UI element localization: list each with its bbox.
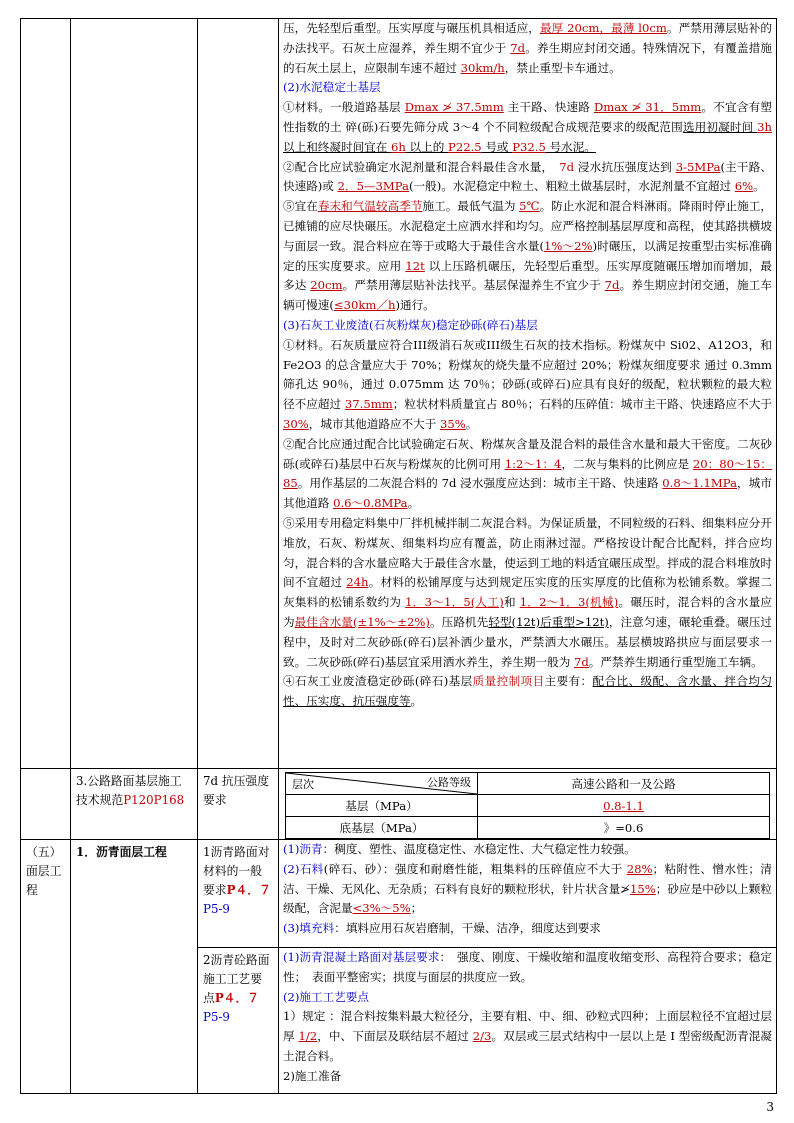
text-run: 质量控制项目	[472, 674, 545, 689]
text-run: 0.6～0.8MPa	[333, 496, 408, 511]
strength-row-base	[286, 795, 770, 817]
text-run: 20cm	[310, 278, 343, 293]
text-run: ①材料。石灰质量应符合III级消石灰或III级生石灰的技术指标。粉煤灰中 Si02、A12O3，和 Fe2O3 的总含量应大于 70%；粉煤灰的烧失量不应超过 20%；粉煤灰细度要求 通过 0.3mm 筛孔达 90％，通过 0.075mm 达 70％；砂砾(或碎石)应具有良好的级配，粒状颗粒的最大粒径不应超过	[283, 337, 772, 412]
text-run: 0.8～1.1MPa	[662, 476, 737, 491]
text-run: Dmax ≯ 37.5mm	[404, 100, 504, 115]
text-run: (2)石料	[283, 861, 324, 876]
text-run: 1/2	[298, 1029, 318, 1044]
text-run: 。	[410, 694, 423, 709]
row1-col3	[198, 19, 279, 769]
paragraph	[283, 336, 772, 435]
text-run: P22.5	[448, 139, 482, 154]
paragraph	[283, 19, 772, 78]
text-run: P32.5	[512, 139, 546, 154]
text-run: ，城市其他道路应不大于	[308, 416, 440, 431]
text-run: 。碾压时，混合料的含水量应为	[283, 595, 772, 629]
materials-page-ref: P４．７	[226, 883, 271, 897]
text-run: 。养生期应封闭交通。特殊情况下，有覆盖措施的石灰土层上，应限制车速不超过	[283, 40, 772, 75]
paragraph	[283, 316, 772, 336]
text-run: 7d	[573, 654, 589, 669]
text-run: ①材料。一般道路基层	[283, 100, 405, 115]
text-run: ；砂应是中砂以上颗粒级配，含泥量	[283, 881, 772, 916]
paragraph	[283, 1007, 772, 1066]
text-run: 12t	[405, 258, 425, 273]
text-run: 施工。最低气温为	[422, 199, 520, 214]
base-value: 0.8-1.1	[478, 795, 770, 817]
construction-label: 2沥青砼路面施工工艺要点P４．７ P5-9	[203, 953, 270, 1024]
text-run: 主干路、快速路	[503, 100, 594, 115]
paragraph	[283, 988, 772, 1008]
page-number: 3	[766, 1100, 774, 1114]
text-run: 1:2～1：4	[504, 456, 562, 471]
materials-content-text	[279, 840, 776, 939]
text-run: ： 强度、刚度、干燥收缩和温度收缩变形、高程符合要求；稳定性； 表面平整密实；拱度与面层的拱度应一致。	[283, 950, 772, 984]
spec-title: 3.公路路面基层施工技术规范P120P168	[76, 774, 185, 807]
text-run: ②配合比应通过配合比试验确定石灰、粉煤灰含量及混合料的最佳含水量和最大干密度。二灰砂砾(或碎石)基层中石灰与粉煤灰的比例可用	[283, 436, 772, 471]
paragraph	[283, 435, 772, 514]
text-run: 1）规定 ：混合料按集料最大粒径分，主要有粗、中、细、砂粒式四种；上面层粒径不宜超过层厚	[283, 1009, 772, 1044]
text-run: (1)沥青混凝土路面对基层要求	[283, 950, 440, 964]
header-grade: 公路等级	[427, 776, 471, 789]
text-run: 3h	[757, 119, 773, 134]
text-run: 2)施工准备	[283, 1068, 342, 1083]
row1-col2	[71, 19, 198, 769]
section-five-label: （五）面层工程	[26, 845, 62, 897]
text-run: 2．5—3MPa	[337, 179, 409, 194]
paragraph	[283, 78, 772, 98]
paragraph	[283, 1067, 772, 1087]
text-run: 7d	[604, 278, 620, 293]
text-run: (2)施工工艺要点	[283, 989, 369, 1004]
text-run: 。防止水泥和混合料淋雨。降雨时停止施工，已摊铺的应尽快碾压。水泥稳定土应洒水拌和均匀。应严格控制基层厚度和高程，使其路拱横坡与面层一致。混合料应在等于或略大于最佳含水量(	[283, 199, 772, 253]
main-table	[20, 18, 777, 1094]
text-run: 最厚 20cm，最薄 l0cm	[540, 21, 667, 35]
row1-col1	[21, 19, 71, 769]
row3-col2	[71, 840, 198, 1094]
strength-label: 7d 抗压强度要求	[203, 774, 269, 807]
text-run: 主要有：	[544, 674, 593, 689]
strength-row-subbase	[286, 817, 770, 839]
text-run: 最佳含水量(±1%～±2%)	[294, 614, 430, 629]
text-run: ：填料应用石灰岩磨制，干燥、洁净，细度达到要求	[334, 921, 601, 936]
materials-label: 1沥青路面对材料的一般要求P４．７ P5-9	[203, 845, 271, 916]
text-run: ④石灰工业废渣稳定砂砾(碎石)基层	[283, 674, 473, 689]
paragraph	[283, 158, 772, 198]
text-run: (一般)。水泥稳定中粒土、粗粒土做基层时，水泥剂量不宜超过	[408, 179, 735, 194]
strength-table	[285, 772, 770, 839]
subbase-value: 》=0.6	[478, 817, 770, 839]
text-run: 。双层或三层式结构中一层以上是 I 型密级配沥青混凝土混合料。	[283, 1029, 773, 1063]
text-run: <3%～5%	[352, 901, 411, 916]
text-run: ：稠度、塑性、温度稳定性、水稳定性、大气稳定性力较强。	[322, 842, 636, 856]
text-run: (2)水泥稳定土基层	[283, 80, 381, 95]
text-run: 。	[465, 416, 478, 431]
text-run: 5℃	[519, 199, 540, 214]
text-run: 。严禁用薄层贴补的办法找平。石灰土应湿养，养生期不宜少于	[283, 21, 772, 55]
row2-col1	[21, 769, 71, 840]
materials-page-ref2: P5-9	[203, 902, 230, 916]
row2-col3	[198, 769, 279, 840]
paragraph	[283, 197, 772, 316]
base-label: 基层（MPa）	[286, 795, 478, 817]
header-layer: 层次	[292, 778, 314, 791]
text-run: 6h	[391, 139, 406, 154]
row-strength-requirement	[21, 769, 777, 840]
text-run: 3-5MPa	[675, 159, 721, 174]
text-run: 37.5mm	[344, 397, 393, 412]
text-run: 15%	[629, 881, 656, 896]
header-highway: 高速公路和一及公路	[478, 773, 770, 795]
subbase-label: 底基层（MPa）	[286, 817, 478, 839]
text-run: 1．3～1．5(人工)	[405, 595, 504, 610]
paragraph	[283, 514, 772, 672]
base-content-text	[279, 19, 776, 712]
row3-col3	[198, 840, 279, 948]
row4-content-cell	[279, 948, 777, 1094]
text-run: 压，先轻型后重型。压实厚度与碾压机具相适应，	[283, 21, 540, 35]
text-run: 30%	[283, 416, 309, 431]
text-run: 。严禁用薄层贴补法找平。基层保湿养生不宜少于	[342, 278, 605, 293]
text-run: 。	[753, 179, 765, 194]
construction-page-ref: P４．７	[214, 991, 260, 1005]
row3-content-cell	[279, 840, 777, 948]
row4-col3	[198, 948, 279, 1094]
row2-table-cell	[279, 769, 777, 840]
text-run: ，二灰与集料的比例应是	[561, 456, 693, 471]
diagonal-header-cell	[286, 773, 478, 795]
text-run: 以上的	[405, 139, 449, 154]
construction-content-text	[279, 948, 776, 1087]
text-run: 浸水抗压强度达到	[574, 159, 676, 174]
text-run: ②配合比应试验确定水泥剂量和混合料最佳含水量，	[283, 159, 560, 174]
text-run: ；	[410, 901, 423, 916]
text-run: ；粒状材料质量宜占 80％；石料的压碎值：城市主干路、快速路应不大于	[392, 397, 772, 412]
paragraph	[283, 840, 772, 860]
text-run: 号或	[481, 139, 513, 154]
text-run: 以上压路机碾压，先轻型后重型。压实厚度随碾压增加而增加，最多达	[283, 258, 773, 293]
paragraph	[283, 948, 772, 988]
text-run: 35%	[440, 416, 466, 431]
text-run: Dmax ≯ 31．5mm	[593, 100, 702, 115]
text-run: 。	[407, 496, 420, 511]
text-run: 1%～2%	[544, 238, 593, 253]
paragraph	[283, 672, 772, 712]
spec-page-ref: P120P168	[123, 793, 185, 807]
text-run: 。养生期应封闭交通，施工车辆可慢速(	[283, 278, 773, 313]
text-run: )通行。	[395, 298, 435, 313]
row-base-content	[21, 19, 777, 769]
text-run: 28%	[626, 861, 653, 876]
text-run: 选用初凝时间	[682, 119, 758, 134]
text-run: 6%	[734, 179, 754, 194]
text-run: 24h	[346, 575, 369, 590]
text-run: (3)石灰工业废渣(石灰粉煤灰)稳定砂砾(碎石)基层	[283, 317, 538, 332]
text-run: ，禁止重型卡车通过。	[504, 60, 621, 75]
text-run: (1)沥青	[283, 842, 323, 856]
text-run: ；粘附性、憎水性；清洁、干燥、无风化、无杂质；石料有良好的颗粒形状，针片状含量≯	[283, 861, 772, 896]
text-run: ⑤宜在	[283, 199, 318, 214]
text-run: 2/3	[472, 1029, 492, 1044]
asphalt-surface-title: 1．沥青面层工程	[76, 845, 167, 859]
construction-page-ref2: P5-9	[203, 1010, 230, 1024]
text-run: ⑤采用专用稳定料集中厂拌机械拌制二灰混合料。为保证质量，不同粒级的石料、细集料应分开堆放，石灰、粉煤灰、细集料均应有覆盖，防止雨淋过湿。严格按设计配合比配料，拌合应均匀，混合料的含水量应略大于最佳含水量，使运到工地的料适宜碾压成型。拌成的混合料堆放时间不宜超过	[283, 515, 772, 590]
text-run: 。压路机先	[429, 614, 489, 629]
row2-col2	[71, 769, 198, 840]
text-run: 。不宜含有塑性指数的土 碎(砾)石要先筛分成 3～4 个不同粒级配合成规范要求的级配范围	[283, 100, 772, 134]
paragraph	[283, 919, 772, 939]
text-run: 春末和气温较高季节	[317, 199, 423, 214]
text-run: (主干路、快速路)或	[283, 159, 773, 194]
text-run: ，城市其他道路	[283, 476, 772, 511]
text-run: 号水泥。	[545, 139, 596, 154]
row1-content-cell	[279, 19, 777, 769]
text-run: 20：80～15：85	[283, 456, 772, 491]
text-run: 。用作基层的二灰混合料的 7d 浸水强度应达到：城市主干路、快速路	[297, 476, 663, 491]
text-run: )时碾压，以满足按重型击实标准确定的压实度要求。应用	[283, 238, 772, 273]
text-run: 。材料的松铺厚度与达到规定压实度的压实厚度的比值称为松铺系数。掌握二灰集料的松铺系数约为	[283, 575, 772, 610]
row-asphalt-materials	[21, 840, 777, 948]
text-run: 1．2～1．3(机械)	[519, 595, 619, 610]
text-run: ，中、下面层及联结层不超过	[317, 1029, 473, 1044]
text-run: ，注意匀速，碾轮重叠。碾压过程中，及时对二灰砂砾(碎石)层补洒少量水，严禁洒大水碾压。基层横坡路拱应与面层要求一致。二灰砂砾(碎石)基层宜采用洒水养生，养生期一般为	[283, 614, 772, 669]
text-run: 以上和终凝时间宜在	[283, 139, 392, 154]
paragraph	[283, 98, 772, 157]
text-run: 。严禁养生期通行重型施工车辆。	[588, 654, 763, 669]
text-run: 7d	[559, 159, 575, 174]
text-run: ≤30km／h	[333, 298, 396, 313]
text-run: 和	[503, 595, 520, 610]
paragraph	[283, 860, 772, 919]
text-run: 轻型(12t)后重型>12t)	[488, 614, 609, 629]
strength-table-header	[286, 773, 770, 795]
text-run: (碎石、砂）：强度和耐磨性能，粗集料的压碎值应不大于	[323, 861, 627, 876]
row3-col1	[21, 840, 71, 1094]
text-run: 30km/h	[460, 60, 505, 75]
text-run: 配合比、级配、含水量、拌合均匀性、压实度、抗压强度等	[283, 674, 772, 709]
text-run: 7d	[510, 40, 526, 55]
text-run: (3)填充料	[283, 921, 335, 936]
